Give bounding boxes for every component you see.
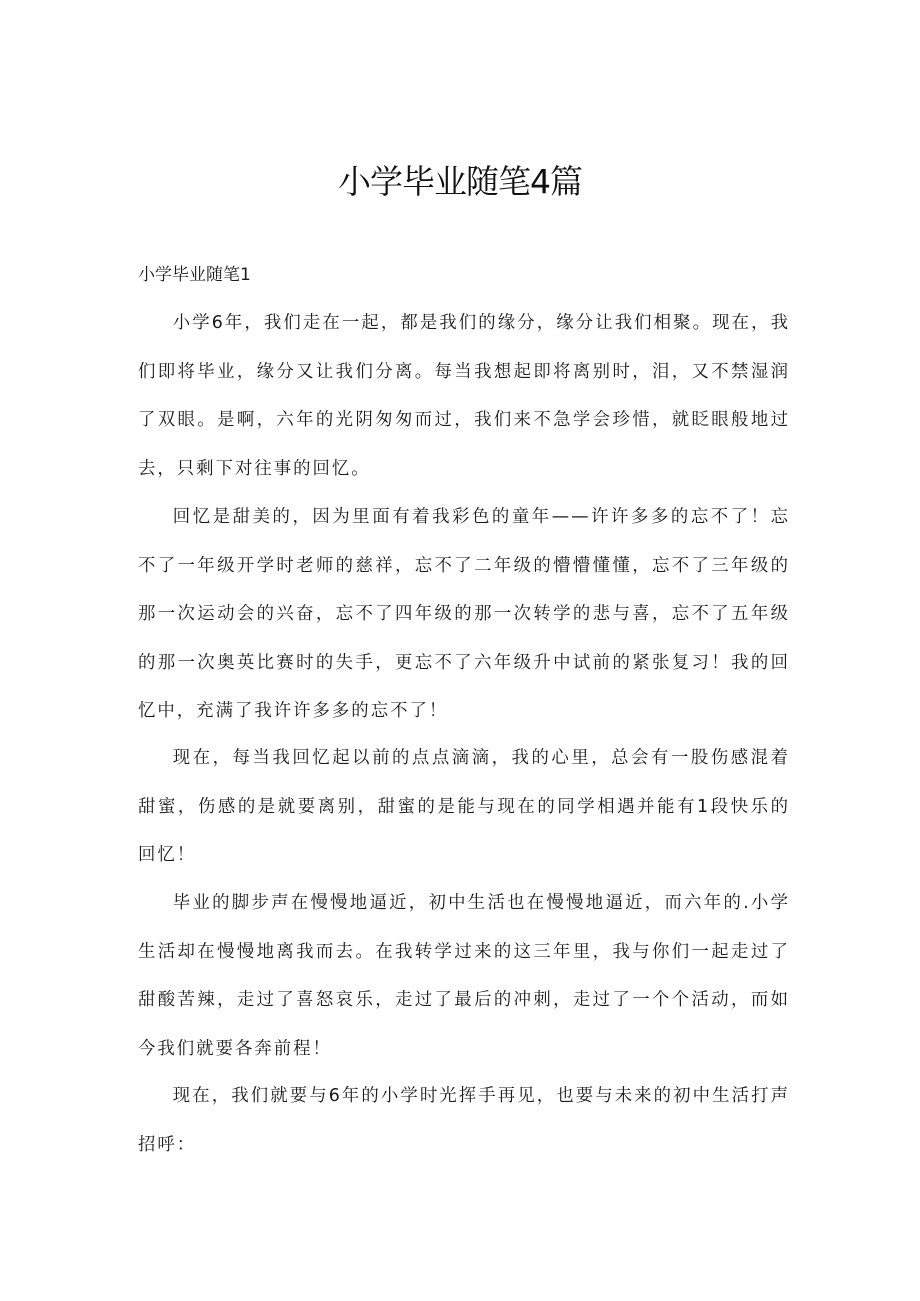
paragraph-5: 现在，我们就要与6年的小学时光挥手再见，也要与未来的初中生活打声招呼： — [138, 1086, 790, 1155]
paragraph-1: 小学6年，我们走在一起，都是我们的缘分，缘分让我们相聚。现在，我们即将毕业，缘分又让我们分离。每当我想起即将离别时，泪，又不禁湿润了双眼。是啊，六年的光阴匆匆而过，我们来不急学会珍惜，就眨眼般地过去，只剩下对往事的回忆。 — [138, 313, 790, 479]
section-heading: 小学毕业随笔1 — [138, 265, 251, 285]
document-title: 小学毕业随笔4篇 — [338, 162, 582, 201]
paragraph-2: 回忆是甜美的，因为里面有着我彩色的童年——许许多多的忘不了！忘不了一年级开学时老师的慈祥，忘不了二年级的懵懵懂懂，忘不了三年级的那一次运动会的兴奋，忘不了四年级的那一次转学的悲与喜，忘不了五年级的那一次奥英比赛时的失手，更忘不了六年级升中试前的紧张复习！我的回忆中，充满了我许许多多的忘不了！ — [138, 507, 790, 721]
paragraph-4: 毕业的脚步声在慢慢地逼近，初中生活也在慢慢地逼近，而六年的.小学生活却在慢慢地离我而去。在我转学过来的这三年里，我与你们一起走过了甜酸苦辣，走过了喜怒哀乐，走过了最后的冲刺，走过了一个个活动，而如今我们就要各奔前程！ — [138, 893, 790, 1059]
paragraph-3: 现在，每当我回忆起以前的点点滴滴，我的心里，总会有一股伤感混着甜蜜，伤感的是就要离别，甜蜜的是能与现在的同学相遇并能有1段快乐的回忆！ — [138, 748, 790, 865]
